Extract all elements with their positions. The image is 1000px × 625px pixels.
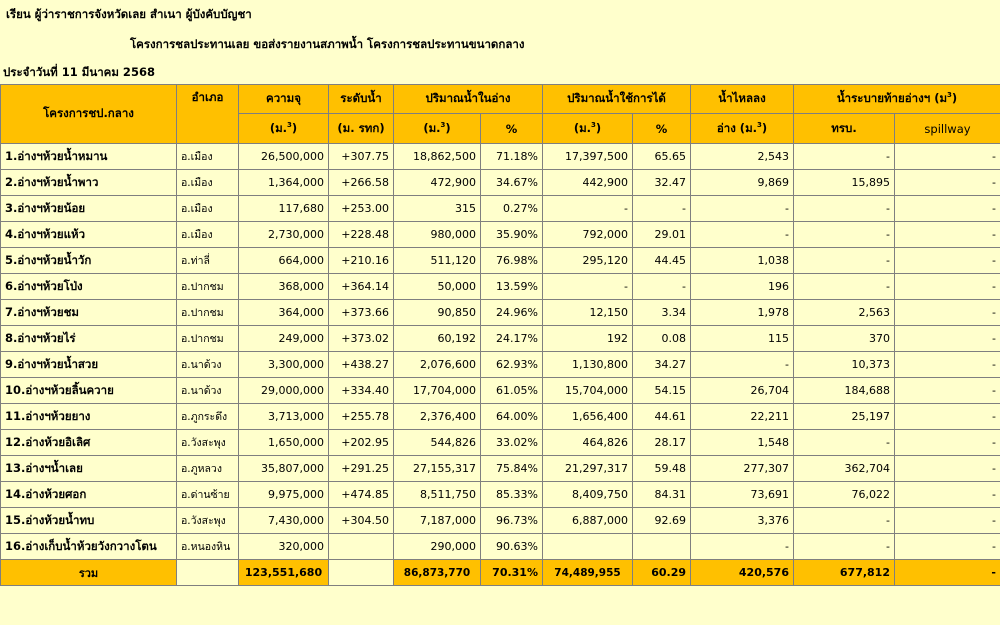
table-row xyxy=(1,170,1000,196)
table-row xyxy=(1,482,1000,508)
cell-district: อ.ปากชม xyxy=(177,300,239,326)
cell-water-level: +266.58 xyxy=(329,170,394,196)
col-header-usable-pct: % xyxy=(633,114,691,144)
cell-district: อ.ภูกระดึง xyxy=(177,404,239,430)
cell-release-rid: - xyxy=(794,508,895,534)
cell-reservoir-name: 3.อ่างฯห้วยน้อย xyxy=(1,196,177,222)
cell-inflow: 1,978 xyxy=(691,300,794,326)
cell-capacity: 364,000 xyxy=(239,300,329,326)
table-row xyxy=(1,196,1000,222)
col-header-release: น้ำระบายท้ายอ่างฯ (ม$^3$) xyxy=(794,85,1000,114)
cell-capacity: 3,713,000 xyxy=(239,404,329,430)
cell-release-spillway: - xyxy=(895,248,1000,274)
cell-capacity: 7,430,000 xyxy=(239,508,329,534)
cell-district: อ.ด่านซ้าย xyxy=(177,482,239,508)
col-header-usable: ปริมาณน้ำใช้การได้ xyxy=(543,85,691,114)
cell-usable-percent: 32.47 xyxy=(633,170,691,196)
col-header-level: ระดับน้ำ xyxy=(329,85,394,114)
cell-water-level: +202.95 xyxy=(329,430,394,456)
cell-storage-percent: 35.90% xyxy=(481,222,543,248)
cell-release-rid: 362,704 xyxy=(794,456,895,482)
cell-reservoir-name: 8.อ่างฯห้วยไร่ xyxy=(1,326,177,352)
cell-water-level: +291.25 xyxy=(329,456,394,482)
cell-storage-percent: 75.84% xyxy=(481,456,543,482)
cell-inflow: - xyxy=(691,222,794,248)
cell-usable-volume: 464,826 xyxy=(543,430,633,456)
table-row xyxy=(1,300,1000,326)
cell-usable-volume: 792,000 xyxy=(543,222,633,248)
cell-usable-volume: 6,887,000 xyxy=(543,508,633,534)
cell-release-rid: - xyxy=(794,196,895,222)
cell-release-rid: 184,688 xyxy=(794,378,895,404)
table-row xyxy=(1,352,1000,378)
cell-water-level: +228.48 xyxy=(329,222,394,248)
col-header-inflow-unit: อ่าง (ม.$^3$) xyxy=(691,114,794,144)
cell-inflow: - xyxy=(691,352,794,378)
cell-release-spillway: - xyxy=(895,378,1000,404)
col-header-storage: ปริมาณน้ำในอ่าง xyxy=(394,85,543,114)
cell-inflow: 22,211 xyxy=(691,404,794,430)
cell-storage-percent: 76.98% xyxy=(481,248,543,274)
total-usable-pct: 60.29 xyxy=(633,560,691,586)
cell-storage-volume: 290,000 xyxy=(394,534,481,560)
cell-reservoir-name: 11.อ่างฯห้วยยาง xyxy=(1,404,177,430)
cell-reservoir-name: 14.อ่างห้วยศอก xyxy=(1,482,177,508)
col-header-storage-unit: (ม.$^3$) xyxy=(394,114,481,144)
table-row xyxy=(1,430,1000,456)
total-district xyxy=(177,560,239,586)
cell-storage-volume: 472,900 xyxy=(394,170,481,196)
cell-inflow: 1,038 xyxy=(691,248,794,274)
cell-district: อ.หนองหิน xyxy=(177,534,239,560)
col-header-release-rid: ทรบ. xyxy=(794,114,895,144)
cell-capacity: 29,000,000 xyxy=(239,378,329,404)
cell-district: อ.วังสะพุง xyxy=(177,508,239,534)
col-header-inflow: น้ำไหลลง xyxy=(691,85,794,114)
cell-usable-percent: - xyxy=(633,196,691,222)
table-row xyxy=(1,404,1000,430)
cell-water-level: +307.75 xyxy=(329,144,394,170)
cell-capacity: 2,730,000 xyxy=(239,222,329,248)
col-header-capacity: ความจุ xyxy=(239,85,329,114)
cell-usable-volume: 295,120 xyxy=(543,248,633,274)
cell-water-level: +438.27 xyxy=(329,352,394,378)
total-inflow: 420,576 xyxy=(691,560,794,586)
water-status-table xyxy=(0,84,1000,586)
cell-reservoir-name: 4.อ่างฯห้วยแห้ว xyxy=(1,222,177,248)
cell-inflow: 9,869 xyxy=(691,170,794,196)
cell-release-spillway: - xyxy=(895,300,1000,326)
cell-storage-percent: 34.67% xyxy=(481,170,543,196)
table-row xyxy=(1,378,1000,404)
cell-storage-percent: 90.63% xyxy=(481,534,543,560)
cell-reservoir-name: 12.อ่างห้วยอิเลิศ xyxy=(1,430,177,456)
cell-storage-volume: 2,376,400 xyxy=(394,404,481,430)
cell-district: อ.ปากชม xyxy=(177,274,239,300)
cell-usable-volume: 12,150 xyxy=(543,300,633,326)
cell-inflow: 26,704 xyxy=(691,378,794,404)
cell-release-spillway: - xyxy=(895,196,1000,222)
cell-district: อ.นาด้วง xyxy=(177,352,239,378)
col-header-capacity-unit: (ม.$^3$) xyxy=(239,114,329,144)
cell-release-rid: - xyxy=(794,222,895,248)
cell-storage-volume: 511,120 xyxy=(394,248,481,274)
cell-release-spillway: - xyxy=(895,170,1000,196)
cell-storage-volume: 60,192 xyxy=(394,326,481,352)
cell-release-rid: 2,563 xyxy=(794,300,895,326)
header-report-date: ประจำวันที่ 11 มีนาคม 2568 xyxy=(3,65,155,79)
cell-reservoir-name: 7.อ่างฯห้วยชม xyxy=(1,300,177,326)
cell-release-rid: - xyxy=(794,534,895,560)
cell-storage-volume: 27,155,317 xyxy=(394,456,481,482)
cell-storage-percent: 24.96% xyxy=(481,300,543,326)
cell-water-level: +474.85 xyxy=(329,482,394,508)
table-row xyxy=(1,534,1000,560)
cell-water-level xyxy=(329,534,394,560)
header-report-title: โครงการชลประทานเลย ขอส่งรายงานสภาพน้ำ โครงการชลประทานขนาดกลาง xyxy=(130,37,525,51)
table-row xyxy=(1,248,1000,274)
total-label: รวม xyxy=(1,560,177,586)
cell-storage-percent: 61.05% xyxy=(481,378,543,404)
cell-inflow: 115 xyxy=(691,326,794,352)
cell-storage-volume: 18,862,500 xyxy=(394,144,481,170)
cell-usable-percent: 65.65 xyxy=(633,144,691,170)
cell-usable-percent xyxy=(633,534,691,560)
cell-storage-percent: 24.17% xyxy=(481,326,543,352)
cell-reservoir-name: 10.อ่างฯห้วยลิ้นควาย xyxy=(1,378,177,404)
cell-inflow: 277,307 xyxy=(691,456,794,482)
total-release-spillway: - xyxy=(895,560,1000,586)
table-row xyxy=(1,144,1000,170)
cell-usable-percent: 44.45 xyxy=(633,248,691,274)
cell-storage-volume: 2,076,600 xyxy=(394,352,481,378)
col-header-district: อำเภอ xyxy=(177,85,239,144)
cell-usable-percent: 44.61 xyxy=(633,404,691,430)
cell-capacity: 3,300,000 xyxy=(239,352,329,378)
cell-usable-volume: - xyxy=(543,196,633,222)
cell-water-level: +373.66 xyxy=(329,300,394,326)
total-storage: 86,873,770 xyxy=(394,560,481,586)
cell-reservoir-name: 16.อ่างเก็บน้ำห้วยวังกวางโตน xyxy=(1,534,177,560)
cell-usable-volume: 21,297,317 xyxy=(543,456,633,482)
cell-storage-volume: 50,000 xyxy=(394,274,481,300)
cell-capacity: 35,807,000 xyxy=(239,456,329,482)
cell-district: อ.ท่าลี่ xyxy=(177,248,239,274)
cell-release-spillway: - xyxy=(895,326,1000,352)
cell-release-rid: 25,197 xyxy=(794,404,895,430)
cell-usable-volume: 192 xyxy=(543,326,633,352)
table-row xyxy=(1,274,1000,300)
total-row xyxy=(1,560,1000,586)
cell-reservoir-name: 1.อ่างฯห้วยน้ำหมาน xyxy=(1,144,177,170)
cell-release-spillway: - xyxy=(895,508,1000,534)
cell-usable-percent: 3.34 xyxy=(633,300,691,326)
cell-release-spillway: - xyxy=(895,456,1000,482)
cell-storage-percent: 13.59% xyxy=(481,274,543,300)
cell-release-spillway: - xyxy=(895,404,1000,430)
cell-inflow: 2,543 xyxy=(691,144,794,170)
col-header-usable-unit: (ม.$^3$) xyxy=(543,114,633,144)
cell-release-rid: 10,373 xyxy=(794,352,895,378)
cell-district: อ.ปากชม xyxy=(177,326,239,352)
cell-storage-percent: 0.27% xyxy=(481,196,543,222)
cell-storage-volume: 17,704,000 xyxy=(394,378,481,404)
cell-usable-volume: 1,130,800 xyxy=(543,352,633,378)
cell-water-level: +334.40 xyxy=(329,378,394,404)
cell-storage-volume: 544,826 xyxy=(394,430,481,456)
cell-usable-volume: 1,656,400 xyxy=(543,404,633,430)
cell-district: อ.เมือง xyxy=(177,170,239,196)
cell-inflow: 73,691 xyxy=(691,482,794,508)
cell-storage-volume: 8,511,750 xyxy=(394,482,481,508)
cell-storage-percent: 62.93% xyxy=(481,352,543,378)
total-release-rid: 677,812 xyxy=(794,560,895,586)
cell-storage-percent: 71.18% xyxy=(481,144,543,170)
cell-storage-percent: 85.33% xyxy=(481,482,543,508)
cell-capacity: 9,975,000 xyxy=(239,482,329,508)
cell-usable-volume: 17,397,500 xyxy=(543,144,633,170)
cell-capacity: 1,364,000 xyxy=(239,170,329,196)
cell-storage-percent: 33.02% xyxy=(481,430,543,456)
cell-release-spillway: - xyxy=(895,274,1000,300)
cell-release-spillway: - xyxy=(895,222,1000,248)
cell-usable-percent: 0.08 xyxy=(633,326,691,352)
cell-capacity: 26,500,000 xyxy=(239,144,329,170)
cell-reservoir-name: 2.อ่างฯห้วยน้ำพาว xyxy=(1,170,177,196)
header-recipient: เรียน ผู้ว่าราชการจังหวัดเลย สำเนา ผู้บังคับบัญชา xyxy=(6,7,252,21)
cell-water-level: +304.50 xyxy=(329,508,394,534)
cell-district: อ.นาด้วง xyxy=(177,378,239,404)
cell-inflow: 196 xyxy=(691,274,794,300)
col-header-release-spillway: spillway xyxy=(895,114,1000,144)
cell-water-level: +373.02 xyxy=(329,326,394,352)
cell-capacity: 1,650,000 xyxy=(239,430,329,456)
cell-release-rid: - xyxy=(794,248,895,274)
table-row xyxy=(1,508,1000,534)
cell-usable-volume: - xyxy=(543,274,633,300)
cell-usable-percent: 28.17 xyxy=(633,430,691,456)
total-level xyxy=(329,560,394,586)
cell-storage-percent: 64.00% xyxy=(481,404,543,430)
cell-water-level: +253.00 xyxy=(329,196,394,222)
cell-release-spillway: - xyxy=(895,430,1000,456)
cell-usable-volume: 442,900 xyxy=(543,170,633,196)
total-usable: 74,489,955 xyxy=(543,560,633,586)
cell-capacity: 117,680 xyxy=(239,196,329,222)
cell-district: อ.เมือง xyxy=(177,196,239,222)
col-header-level-unit: (ม. รทก) xyxy=(329,114,394,144)
cell-capacity: 664,000 xyxy=(239,248,329,274)
cell-water-level: +210.16 xyxy=(329,248,394,274)
cell-reservoir-name: 6.อ่างฯห้วยโป่ง xyxy=(1,274,177,300)
cell-release-spillway: - xyxy=(895,534,1000,560)
cell-district: อ.เมือง xyxy=(177,144,239,170)
cell-water-level: +255.78 xyxy=(329,404,394,430)
cell-release-rid: - xyxy=(794,144,895,170)
cell-release-spillway: - xyxy=(895,482,1000,508)
cell-usable-percent: 29.01 xyxy=(633,222,691,248)
table-row xyxy=(1,326,1000,352)
cell-usable-volume xyxy=(543,534,633,560)
cell-storage-volume: 980,000 xyxy=(394,222,481,248)
col-header-storage-pct: % xyxy=(481,114,543,144)
cell-usable-percent: 54.15 xyxy=(633,378,691,404)
cell-usable-percent: 92.69 xyxy=(633,508,691,534)
cell-district: อ.วังสะพุง xyxy=(177,430,239,456)
cell-usable-percent: - xyxy=(633,274,691,300)
table-row xyxy=(1,222,1000,248)
cell-reservoir-name: 13.อ่างฯน้ำเลย xyxy=(1,456,177,482)
total-capacity: 123,551,680 xyxy=(239,560,329,586)
cell-water-level: +364.14 xyxy=(329,274,394,300)
cell-reservoir-name: 9.อ่างฯห้วยน้ำสวย xyxy=(1,352,177,378)
cell-capacity: 249,000 xyxy=(239,326,329,352)
cell-capacity: 320,000 xyxy=(239,534,329,560)
cell-reservoir-name: 5.อ่างฯห้วยน้ำวัก xyxy=(1,248,177,274)
cell-storage-volume: 90,850 xyxy=(394,300,481,326)
cell-usable-volume: 8,409,750 xyxy=(543,482,633,508)
col-header-project: โครงการชป.กลาง xyxy=(1,85,177,144)
cell-usable-percent: 59.48 xyxy=(633,456,691,482)
cell-storage-volume: 315 xyxy=(394,196,481,222)
cell-usable-percent: 34.27 xyxy=(633,352,691,378)
cell-district: อ.ภูหลวง xyxy=(177,456,239,482)
cell-release-spillway: - xyxy=(895,144,1000,170)
cell-release-rid: 15,895 xyxy=(794,170,895,196)
cell-release-rid: 370 xyxy=(794,326,895,352)
cell-release-rid: - xyxy=(794,274,895,300)
cell-inflow: - xyxy=(691,196,794,222)
cell-storage-percent: 96.73% xyxy=(481,508,543,534)
cell-storage-volume: 7,187,000 xyxy=(394,508,481,534)
table-row xyxy=(1,456,1000,482)
cell-inflow: 1,548 xyxy=(691,430,794,456)
cell-release-spillway: - xyxy=(895,352,1000,378)
cell-district: อ.เมือง xyxy=(177,222,239,248)
cell-reservoir-name: 15.อ่างห้วยน้ำทบ xyxy=(1,508,177,534)
total-storage-pct: 70.31% xyxy=(481,560,543,586)
cell-release-rid: 76,022 xyxy=(794,482,895,508)
cell-capacity: 368,000 xyxy=(239,274,329,300)
cell-inflow: - xyxy=(691,534,794,560)
cell-inflow: 3,376 xyxy=(691,508,794,534)
cell-usable-volume: 15,704,000 xyxy=(543,378,633,404)
cell-release-rid: - xyxy=(794,430,895,456)
cell-usable-percent: 84.31 xyxy=(633,482,691,508)
